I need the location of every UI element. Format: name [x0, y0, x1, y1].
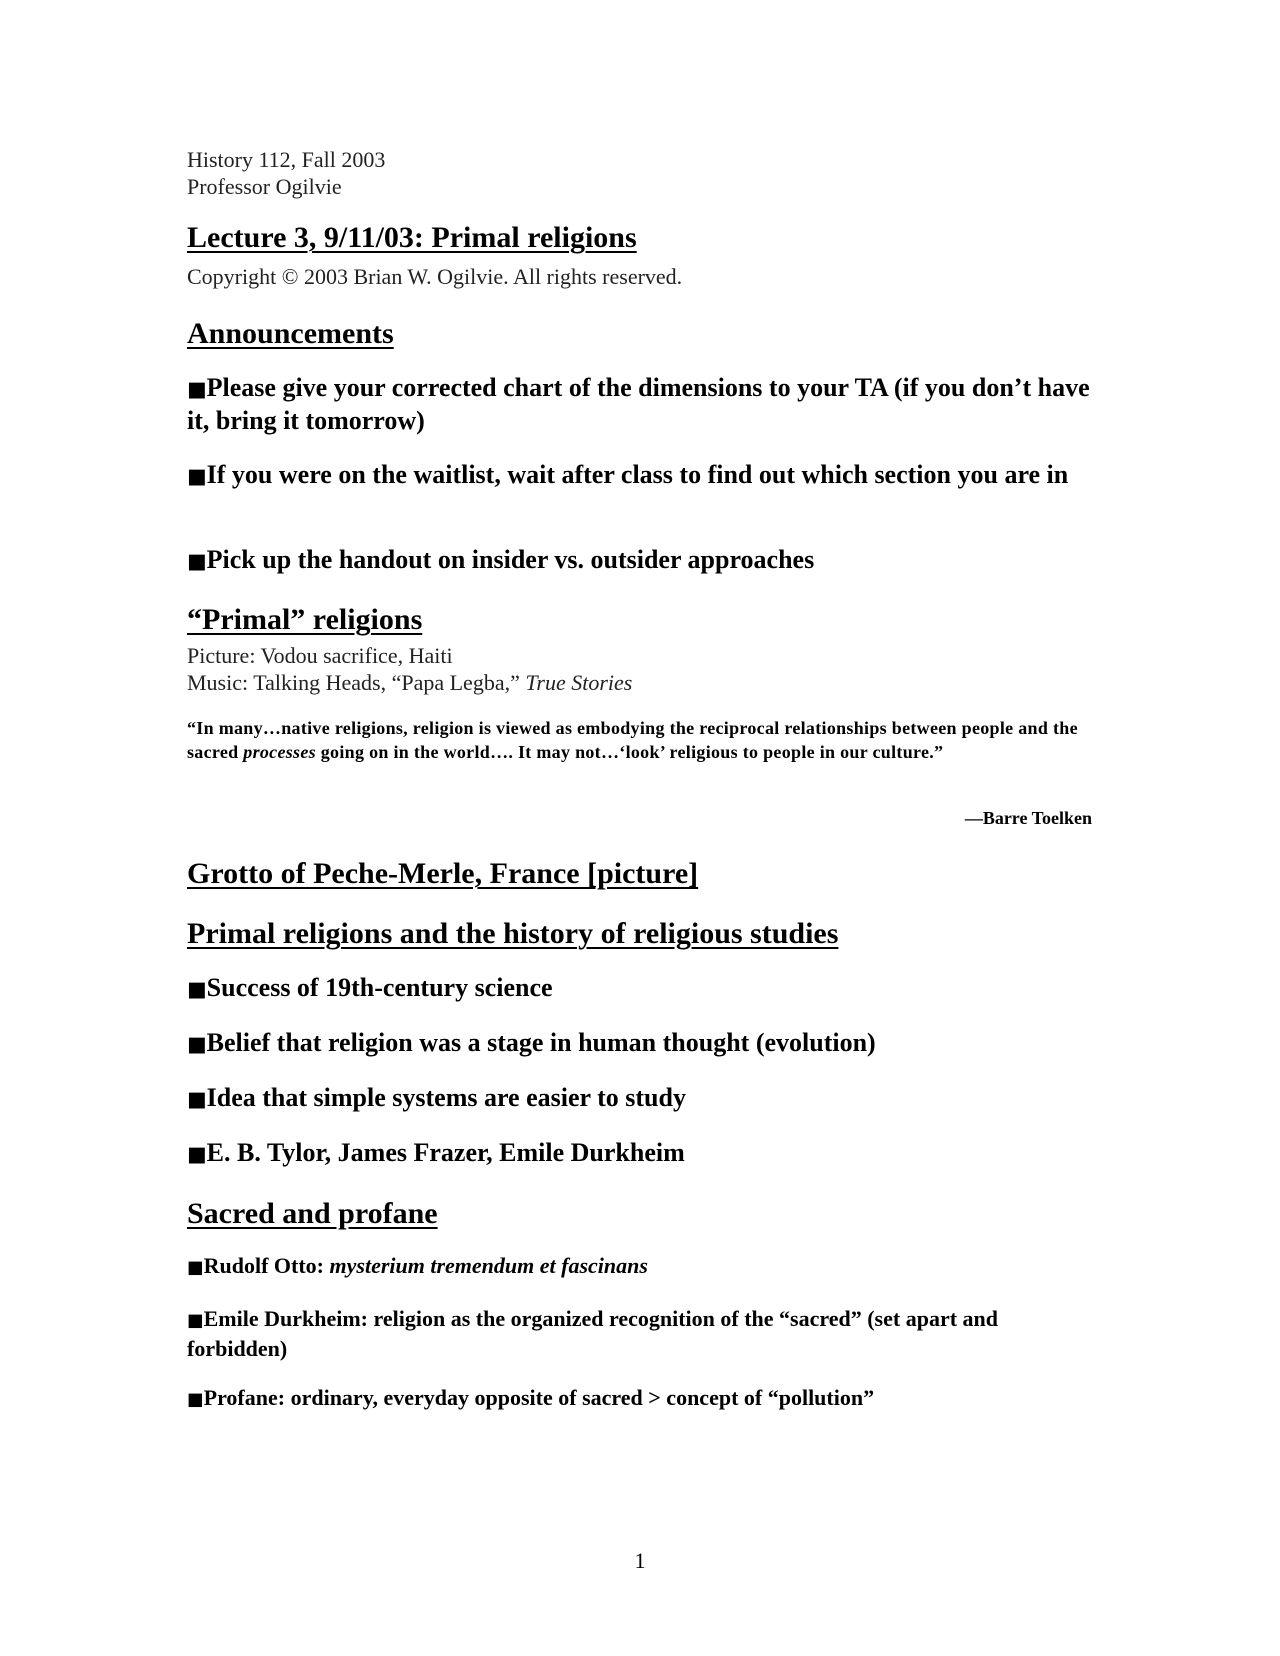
history-item: ■Idea that simple systems are easier to study: [187, 1083, 686, 1112]
announcements-heading: Announcements: [187, 317, 394, 350]
announcement-item: ■If you were on the waitlist, wait after class to find out which section you are in: [187, 460, 1069, 489]
picture-line: Picture: Vodou sacrifice, Haiti: [187, 643, 453, 668]
announcement-item: ■Pick up the handout on insider vs. outsider approaches: [187, 545, 815, 574]
bullet-square-icon: ■: [187, 549, 207, 573]
history-heading: Primal religions and the history of religious studies: [187, 917, 839, 950]
bullet-square-icon: ■: [187, 464, 207, 488]
history-item: ■Belief that religion was a stage in human thought (evolution): [187, 1028, 876, 1057]
bullet-square-icon: ■: [187, 1087, 207, 1111]
bullet-square-icon: ■: [187, 1311, 204, 1331]
copyright-line: Copyright © 2003 Brian W. Ogilvie. All rights reserved.: [187, 264, 683, 289]
music-title: True Stories: [525, 670, 633, 695]
course-line: History 112, Fall 2003: [187, 147, 386, 172]
sacred-item: ■Profane: ordinary, everyday opposite of sacred > concept of “pollution”: [187, 1385, 875, 1410]
bullet-square-icon: ■: [187, 377, 207, 401]
sacred-heading: Sacred and profane: [187, 1197, 438, 1230]
bullet-square-icon: ■: [187, 1258, 204, 1278]
professor-line: Professor Ogilvie: [187, 174, 342, 199]
history-item: ■Success of 19th-century science: [187, 973, 553, 1002]
otto-item: ■Rudolf Otto: mysterium tremendum et fascinans: [187, 1253, 648, 1278]
toelken-quote: “In many…native religions, religion is viewed as embodying the reciprocal relationships between people and the sacred processes going on in the world…. It may not…‘look’ religious to people in our culture.”: [187, 718, 1078, 762]
bullet-square-icon: ■: [187, 1032, 207, 1056]
primal-heading: “Primal” religions: [187, 603, 423, 636]
grotto-heading: Grotto of Peche-Merle, France [picture]: [187, 857, 699, 890]
music-line: Music: Talking Heads, “Papa Legba,” True Stories: [187, 670, 633, 695]
bullet-square-icon: ■: [187, 977, 207, 1001]
bullet-square-icon: ■: [187, 1142, 207, 1166]
otto-term: mysterium tremendum et fascinans: [329, 1253, 648, 1278]
history-item: ■E. B. Tylor, James Frazer, Emile Durkheim: [187, 1138, 685, 1167]
page-number: 1: [634, 1548, 646, 1573]
sacred-item: ■Emile Durkheim: religion as the organized recognition of the “sacred” (set apart and forbidden): [187, 1306, 999, 1361]
bullet-square-icon: ■: [187, 1390, 204, 1410]
quote-attribution: —Barre Toelken: [964, 808, 1092, 828]
announcement-item: ■Please give your corrected chart of the dimensions to your TA (if you don’t have it, bring it tomorrow): [187, 373, 1090, 435]
lecture-title: Lecture 3, 9/11/03: Primal religions: [187, 221, 637, 254]
